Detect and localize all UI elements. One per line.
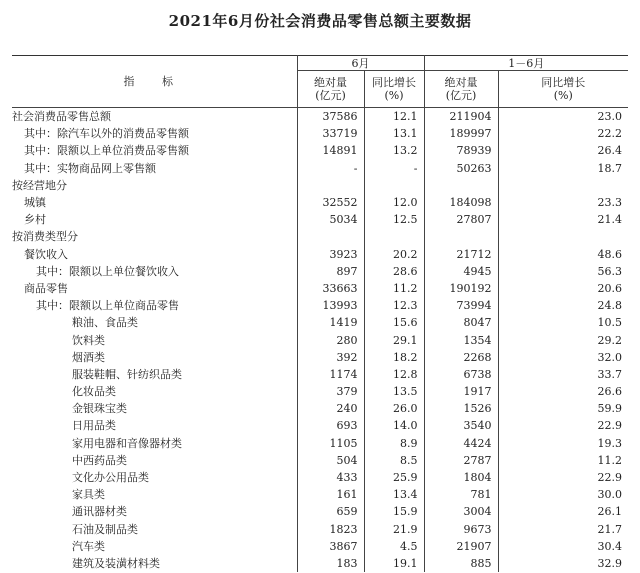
ytd-yoy-value: 20.6 bbox=[498, 280, 628, 297]
row-label: 汽车类 bbox=[72, 539, 105, 553]
yoy-unit-label: (%) bbox=[553, 89, 573, 102]
month-yoy-value: 13.1 bbox=[364, 125, 424, 142]
ytd-abs-value: 4424 bbox=[424, 435, 498, 452]
row-label: 按经营地分 bbox=[12, 178, 67, 192]
month-abs-value: 37586 bbox=[297, 108, 364, 126]
ytd-abs-value: 1354 bbox=[424, 331, 498, 348]
table-row bbox=[12, 400, 628, 417]
ytd-abs-value: 21712 bbox=[424, 246, 498, 263]
ytd-yoy-value: 26.6 bbox=[498, 383, 628, 400]
month-abs-value bbox=[297, 228, 364, 245]
month-abs-value: 280 bbox=[297, 331, 364, 348]
ytd-yoy-value: 32.9 bbox=[498, 555, 628, 572]
row-label: 其中：除汽车以外的消费品零售额 bbox=[24, 127, 189, 141]
abs-unit-label: (亿元) bbox=[315, 89, 346, 102]
month-abs-value: 33663 bbox=[297, 280, 364, 297]
row-label: 社会消费品零售总额 bbox=[12, 110, 111, 124]
table-row bbox=[12, 417, 628, 434]
table-row bbox=[12, 160, 628, 177]
month-abs-value: 3867 bbox=[297, 538, 364, 555]
month-yoy-value: 11.2 bbox=[364, 280, 424, 297]
month-abs-value: 379 bbox=[297, 383, 364, 400]
ytd-yoy-value: 26.1 bbox=[498, 503, 628, 520]
month-yoy-value: 13.5 bbox=[364, 383, 424, 400]
indicator-header: 指 标 bbox=[12, 56, 297, 108]
month-abs-value: 240 bbox=[297, 400, 364, 417]
row-label: 饮料类 bbox=[72, 333, 105, 347]
ytd-yoy-value: 30.4 bbox=[498, 538, 628, 555]
ytd-abs-value: 50263 bbox=[424, 160, 498, 177]
table-row bbox=[12, 383, 628, 400]
row-label: 化妆品类 bbox=[72, 385, 116, 399]
row-label: 粮油、食品类 bbox=[72, 316, 138, 330]
table-row bbox=[12, 280, 628, 297]
ytd-abs-value: 184098 bbox=[424, 194, 498, 211]
ytd-abs-value: 73994 bbox=[424, 297, 498, 314]
month-yoy-value: 12.5 bbox=[364, 211, 424, 228]
row-label: 家用电器和音像器材类 bbox=[72, 436, 182, 450]
month-abs-value: - bbox=[297, 160, 364, 177]
ytd-abs-value: 1526 bbox=[424, 400, 498, 417]
abs-value-label: 绝对量 bbox=[314, 76, 347, 89]
row-label: 文化办公用品类 bbox=[72, 471, 149, 485]
row-label: 中西药品类 bbox=[72, 453, 127, 467]
month-yoy-value: 12.0 bbox=[364, 194, 424, 211]
table-row bbox=[12, 142, 628, 159]
month-abs-value: 1174 bbox=[297, 366, 364, 383]
ytd-abs-value: 3004 bbox=[424, 503, 498, 520]
table-row bbox=[12, 555, 628, 572]
ytd-yoy-value: 26.4 bbox=[498, 142, 628, 159]
ytd-yoy-value: 33.7 bbox=[498, 366, 628, 383]
month-abs-value: 693 bbox=[297, 417, 364, 434]
month-yoy-value: 15.6 bbox=[364, 314, 424, 331]
table-row bbox=[12, 331, 628, 348]
yoy-unit-label: (%) bbox=[384, 89, 404, 102]
row-label: 石油及制品类 bbox=[72, 522, 138, 536]
row-label: 建筑及装潢材料类 bbox=[72, 556, 160, 570]
ytd-abs-value: 8047 bbox=[424, 314, 498, 331]
ytd-abs-value: 1804 bbox=[424, 469, 498, 486]
month-yoy-value: 26.0 bbox=[364, 400, 424, 417]
table-row bbox=[12, 194, 628, 211]
table-row bbox=[12, 314, 628, 331]
abs-unit-label: (亿元) bbox=[445, 89, 477, 102]
month-yoy-value bbox=[364, 177, 424, 194]
month-abs-value: 897 bbox=[297, 263, 364, 280]
ytd-abs-value: 190192 bbox=[424, 280, 498, 297]
month-abs-header bbox=[297, 71, 364, 108]
ytd-abs-value: 27807 bbox=[424, 211, 498, 228]
ytd-yoy-value: 10.5 bbox=[498, 314, 628, 331]
month-header: 6月 bbox=[297, 56, 424, 71]
ytd-yoy-value: 21.7 bbox=[498, 521, 628, 538]
table-row bbox=[12, 246, 628, 263]
row-label: 其中：限额以上单位商品零售 bbox=[36, 299, 179, 313]
month-abs-value: 14891 bbox=[297, 142, 364, 159]
ytd-abs-value: 2787 bbox=[424, 452, 498, 469]
month-yoy-value: 14.0 bbox=[364, 417, 424, 434]
row-label: 烟酒类 bbox=[72, 350, 105, 364]
month-yoy-header bbox=[364, 71, 424, 108]
ytd-yoy-value: 21.4 bbox=[498, 211, 628, 228]
page-title: 2021年6月份社会消费品零售总额主要数据 bbox=[168, 12, 472, 30]
ytd-yoy-value bbox=[498, 228, 628, 245]
ytd-yoy-value: 59.9 bbox=[498, 400, 628, 417]
ytd-yoy-value: 29.2 bbox=[498, 331, 628, 348]
row-label: 其中：限额以上单位消费品零售额 bbox=[24, 144, 189, 158]
table-row bbox=[12, 297, 628, 314]
ytd-yoy-value: 23.0 bbox=[498, 108, 628, 126]
month-yoy-value: 15.9 bbox=[364, 503, 424, 520]
row-label: 金银珠宝类 bbox=[72, 402, 127, 416]
table-row bbox=[12, 503, 628, 520]
month-yoy-value: 12.3 bbox=[364, 297, 424, 314]
month-yoy-value: 21.9 bbox=[364, 521, 424, 538]
ytd-yoy-value: 32.0 bbox=[498, 349, 628, 366]
row-label: 商品零售 bbox=[24, 281, 68, 295]
ytd-abs-value: 1917 bbox=[424, 383, 498, 400]
table-row bbox=[12, 349, 628, 366]
table-row bbox=[12, 211, 628, 228]
row-label: 家具类 bbox=[72, 488, 105, 502]
table-row bbox=[12, 125, 628, 142]
month-abs-value: 1823 bbox=[297, 521, 364, 538]
ytd-yoy-value: 11.2 bbox=[498, 452, 628, 469]
ytd-abs-value: 885 bbox=[424, 555, 498, 572]
ytd-yoy-value: 30.0 bbox=[498, 486, 628, 503]
month-abs-value: 433 bbox=[297, 469, 364, 486]
ytd-abs-value: 6738 bbox=[424, 366, 498, 383]
ytd-abs-value bbox=[424, 177, 498, 194]
ytd-header: 1－6月 bbox=[424, 56, 628, 71]
month-yoy-value: 4.5 bbox=[364, 538, 424, 555]
month-yoy-value: 29.1 bbox=[364, 331, 424, 348]
retail-sales-table bbox=[12, 55, 628, 572]
month-yoy-value: 28.6 bbox=[364, 263, 424, 280]
month-abs-value: 1105 bbox=[297, 435, 364, 452]
table-row bbox=[12, 521, 628, 538]
table-row bbox=[12, 452, 628, 469]
month-abs-value: 504 bbox=[297, 452, 364, 469]
ytd-yoy-value: 56.3 bbox=[498, 263, 628, 280]
row-label: 乡村 bbox=[24, 213, 46, 227]
month-yoy-value: 25.9 bbox=[364, 469, 424, 486]
row-label: 按消费类型分 bbox=[12, 230, 78, 244]
row-label: 其中：限额以上单位餐饮收入 bbox=[36, 264, 179, 278]
table-row bbox=[12, 177, 628, 194]
month-abs-value: 183 bbox=[297, 555, 364, 572]
ytd-abs-value: 211904 bbox=[424, 108, 498, 126]
table-row bbox=[12, 228, 628, 245]
yoy-label: 同比增长 bbox=[541, 76, 586, 89]
month-yoy-value: 8.9 bbox=[364, 435, 424, 452]
ytd-abs-value: 3540 bbox=[424, 417, 498, 434]
month-yoy-value: 13.2 bbox=[364, 142, 424, 159]
abs-value-label: 绝对量 bbox=[444, 76, 478, 89]
month-yoy-value: 12.8 bbox=[364, 366, 424, 383]
month-abs-value: 32552 bbox=[297, 194, 364, 211]
yoy-label: 同比增长 bbox=[372, 76, 416, 89]
ytd-yoy-header bbox=[498, 71, 628, 108]
ytd-abs-value: 781 bbox=[424, 486, 498, 503]
month-yoy-value: - bbox=[364, 160, 424, 177]
month-abs-value: 3923 bbox=[297, 246, 364, 263]
ytd-yoy-value: 19.3 bbox=[498, 435, 628, 452]
row-label: 餐饮收入 bbox=[24, 247, 68, 261]
month-yoy-value: 13.4 bbox=[364, 486, 424, 503]
ytd-abs-value: 78939 bbox=[424, 142, 498, 159]
table-row bbox=[12, 469, 628, 486]
ytd-yoy-value bbox=[498, 177, 628, 194]
month-abs-value: 5034 bbox=[297, 211, 364, 228]
month-yoy-value: 12.1 bbox=[364, 108, 424, 126]
row-label: 通讯器材类 bbox=[72, 505, 127, 519]
month-yoy-value: 20.2 bbox=[364, 246, 424, 263]
row-label: 日用品类 bbox=[72, 419, 116, 433]
ytd-yoy-value: 23.3 bbox=[498, 194, 628, 211]
ytd-abs-value: 4945 bbox=[424, 263, 498, 280]
month-abs-value: 392 bbox=[297, 349, 364, 366]
month-yoy-value: 19.1 bbox=[364, 555, 424, 572]
ytd-yoy-value: 24.8 bbox=[498, 297, 628, 314]
month-abs-value: 33719 bbox=[297, 125, 364, 142]
month-abs-value: 659 bbox=[297, 503, 364, 520]
ytd-yoy-value: 48.6 bbox=[498, 246, 628, 263]
row-label: 城镇 bbox=[24, 196, 46, 210]
table-row bbox=[12, 435, 628, 452]
month-abs-value: 13993 bbox=[297, 297, 364, 314]
ytd-yoy-value: 22.9 bbox=[498, 417, 628, 434]
ytd-abs-header bbox=[424, 71, 498, 108]
month-abs-value: 161 bbox=[297, 486, 364, 503]
row-label: 服装鞋帽、针纺织品类 bbox=[72, 367, 182, 381]
table-row bbox=[12, 108, 628, 126]
ytd-yoy-value: 22.9 bbox=[498, 469, 628, 486]
month-abs-value bbox=[297, 177, 364, 194]
ytd-yoy-value: 22.2 bbox=[498, 125, 628, 142]
table-body bbox=[12, 108, 628, 573]
table-header bbox=[12, 56, 628, 108]
row-label: 其中：实物商品网上零售额 bbox=[24, 161, 156, 175]
ytd-abs-value: 2268 bbox=[424, 349, 498, 366]
ytd-abs-value bbox=[424, 228, 498, 245]
month-yoy-value bbox=[364, 228, 424, 245]
ytd-yoy-value: 18.7 bbox=[498, 160, 628, 177]
month-abs-value: 1419 bbox=[297, 314, 364, 331]
table-row bbox=[12, 263, 628, 280]
ytd-abs-value: 189997 bbox=[424, 125, 498, 142]
ytd-abs-value: 9673 bbox=[424, 521, 498, 538]
table-row bbox=[12, 538, 628, 555]
month-yoy-value: 8.5 bbox=[364, 452, 424, 469]
table-row bbox=[12, 366, 628, 383]
month-yoy-value: 18.2 bbox=[364, 349, 424, 366]
table-row bbox=[12, 486, 628, 503]
ytd-abs-value: 21907 bbox=[424, 538, 498, 555]
